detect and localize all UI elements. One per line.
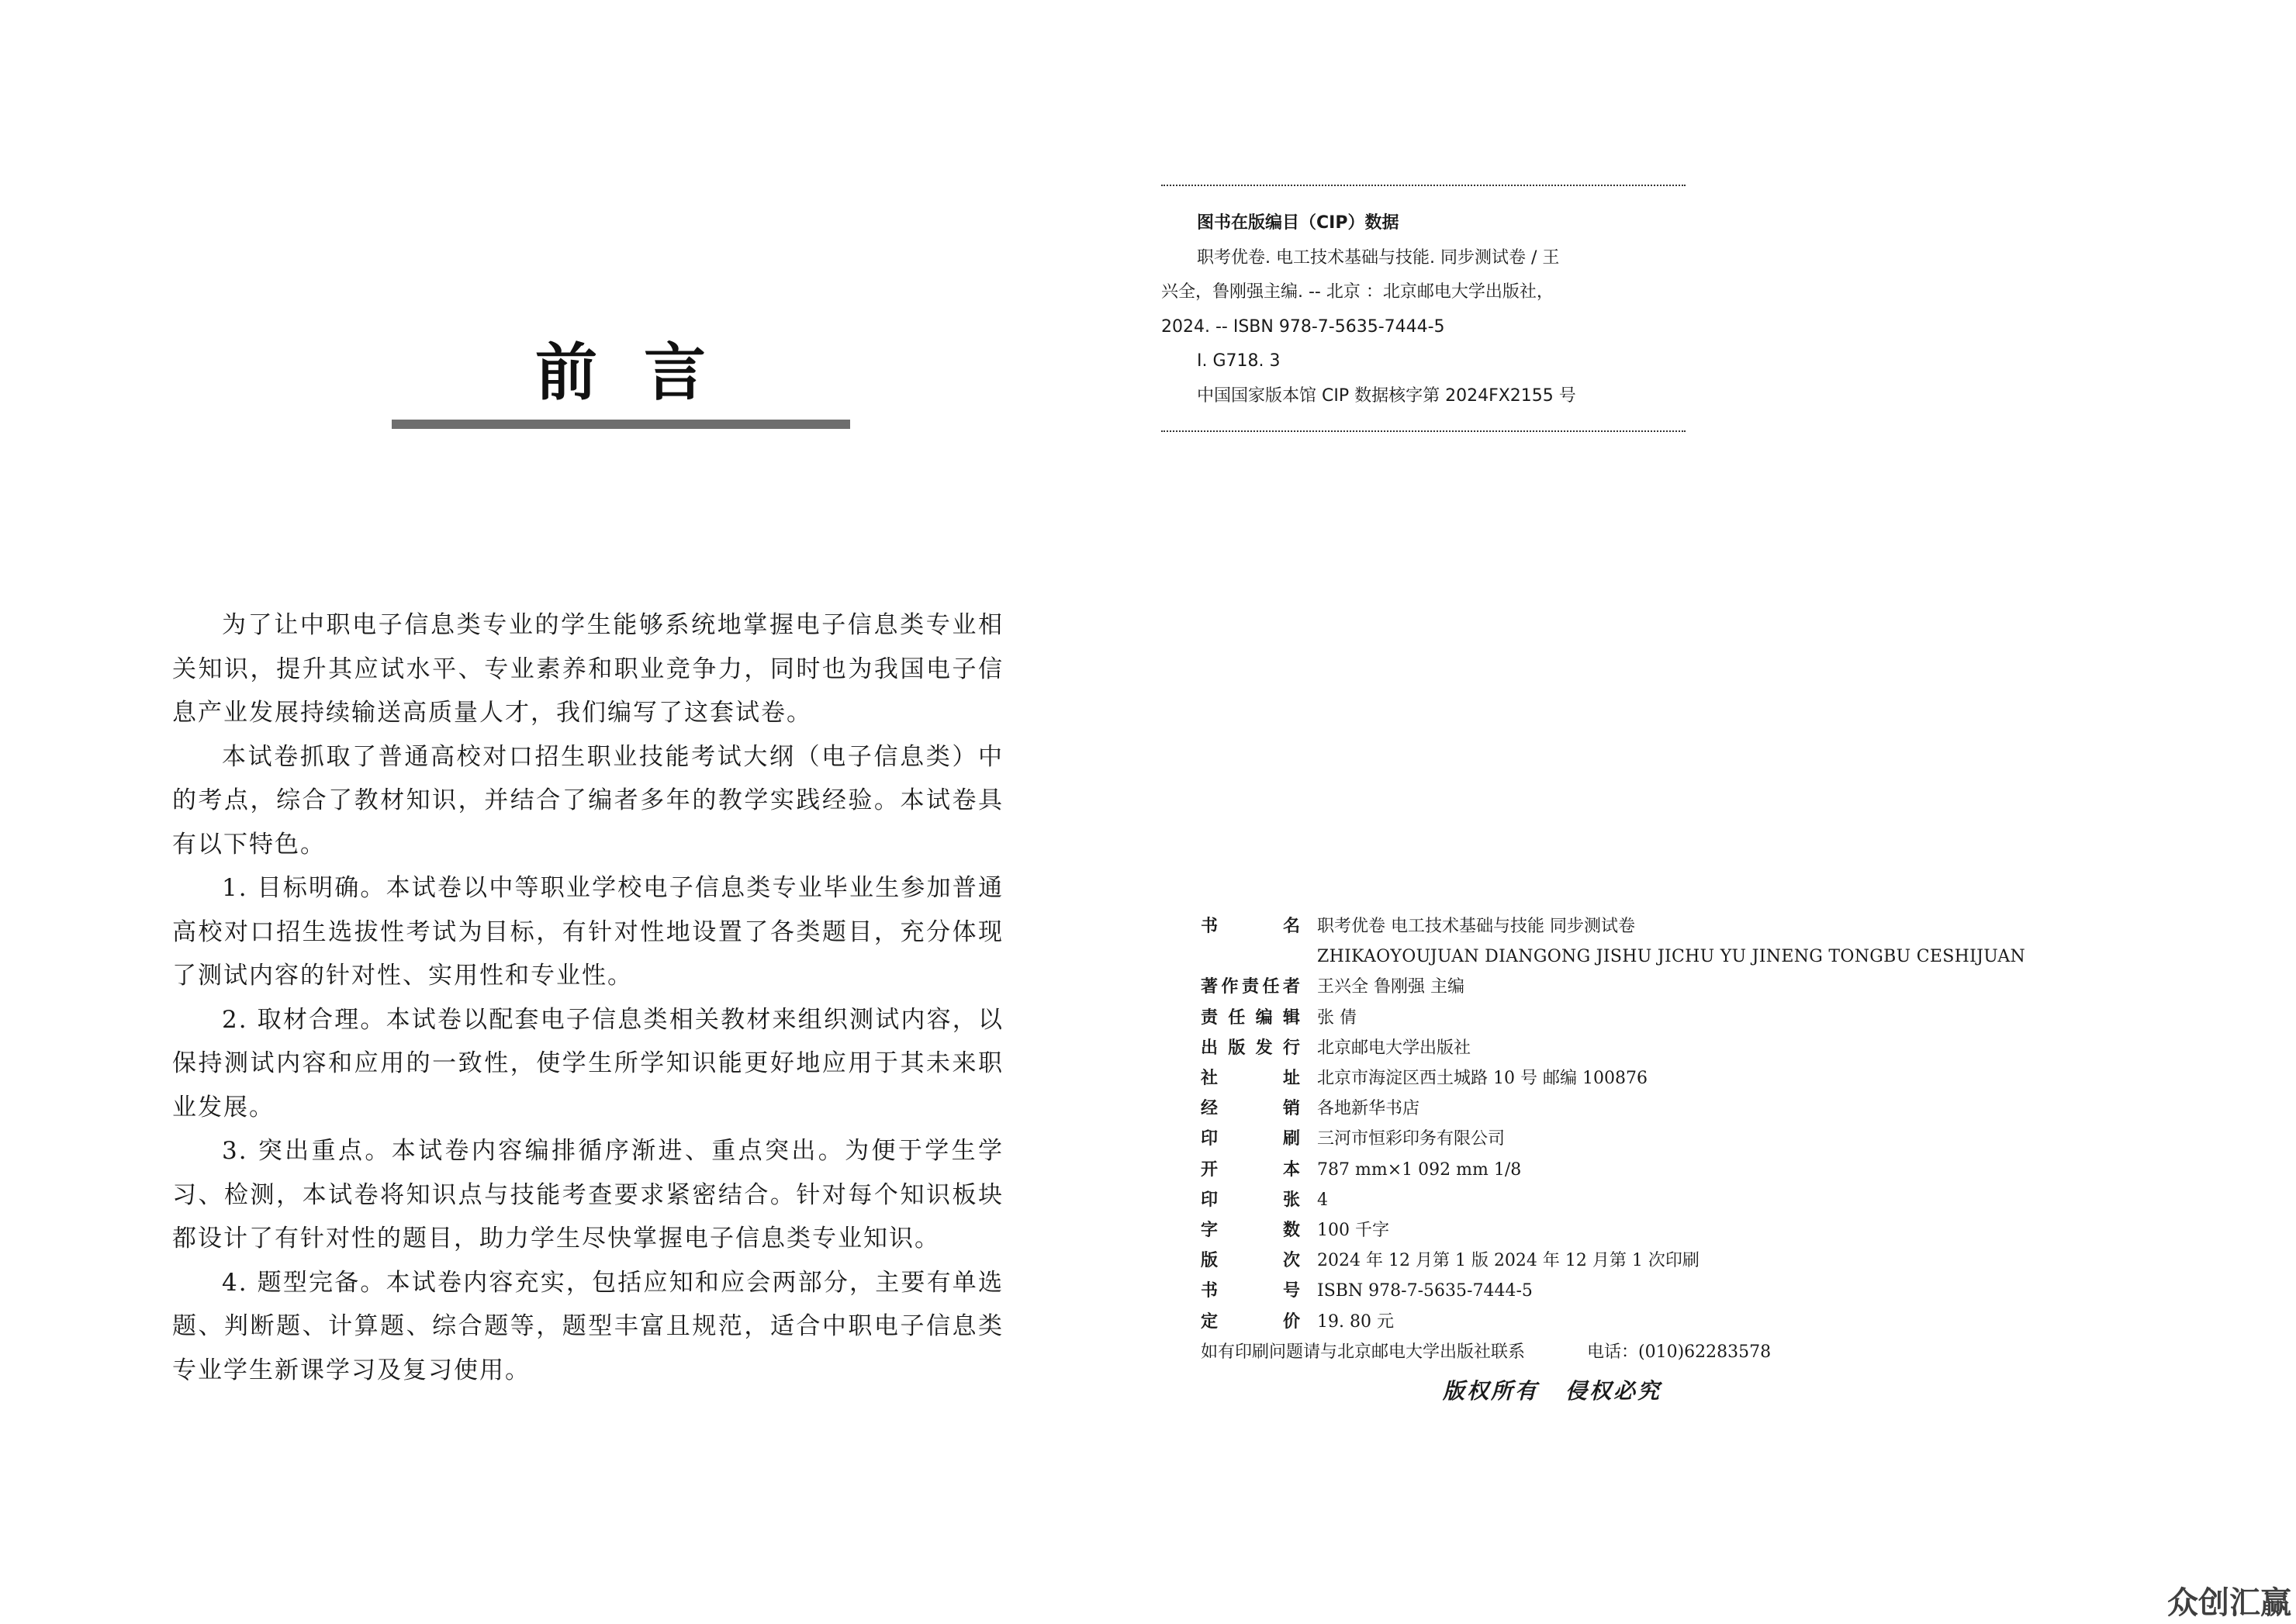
colophon-value: 职考优卷 电工技术基础与技能 同步测试卷 xyxy=(1317,917,1635,936)
preface-paragraph: 2. 取材合理。本试卷以配套电子信息类相关教材来组织测试内容，以保持测试内容和应用的一致性，使学生所学知识能更好地应用于其未来职业发展。 xyxy=(172,1005,1004,1121)
colophon-label-char: 编 xyxy=(1255,1007,1273,1028)
colophon-row xyxy=(1201,942,2054,972)
colophon-row xyxy=(1201,1246,2054,1276)
cip-classification: Ⅰ. G718. 3 xyxy=(1197,351,1281,371)
colophon-label xyxy=(1201,1033,1300,1063)
preface-paragraph: 1. 目标明确。本试卷以中等职业学校电子信息类专业毕业生参加普通高校对口招生选拔性考试为目标，有针对性地设置了各类题目，充分体现了测试内容的针对性、实用性和专业性。 xyxy=(172,874,1004,990)
colophon-label-char: 辑 xyxy=(1282,1007,1300,1028)
colophon-label xyxy=(1201,1307,1300,1337)
title-underline-bar xyxy=(392,420,850,429)
colophon-label xyxy=(1201,942,1300,972)
colophon-label-char: 书 xyxy=(1201,917,1219,936)
colophon-label-char: 作 xyxy=(1221,977,1239,997)
preface-paragraph: 为了让中职电子信息类专业的学生能够系统地掌握电子信息类专业相关知识，提升其应试水平、专业素养和职业竞争力，同时也为我国电子信息产业发展持续输送高质量人才，我们编写了这套试卷。 xyxy=(172,611,1004,727)
colophon-label-char: 号 xyxy=(1282,1281,1300,1301)
colophon-label-char: 印 xyxy=(1201,1129,1219,1149)
colophon-label-char: 任 xyxy=(1228,1007,1246,1028)
colophon-label-char: 任 xyxy=(1262,977,1280,997)
colophon-value: 100 千字 xyxy=(1317,1221,1389,1241)
colophon-label xyxy=(1201,1124,1300,1154)
colophon-label-char: 出 xyxy=(1201,1038,1219,1058)
colophon-label-char: 次 xyxy=(1282,1251,1300,1271)
colophon-row xyxy=(1201,1094,2054,1124)
colophon-row xyxy=(1201,1215,2054,1246)
colophon-label-char: 责 xyxy=(1201,1007,1219,1028)
colophon-label-char: 址 xyxy=(1282,1069,1300,1089)
colophon-label-char: 社 xyxy=(1201,1069,1219,1089)
colophon-value: 787 mm×1 092 mm 1/8 xyxy=(1317,1159,1522,1180)
colophon-label xyxy=(1201,1215,1300,1246)
colophon-label xyxy=(1201,1003,1300,1033)
colophon-label-char: 价 xyxy=(1282,1311,1300,1332)
rights-reserved: 版权所有 xyxy=(1443,1378,1540,1404)
cip-line: 兴全，鲁刚强主编. -- 北京 ：北京邮电大学出版社， xyxy=(1161,282,1554,302)
colophon-value: 张 倩 xyxy=(1317,1007,1357,1028)
colophon-label-char: 本 xyxy=(1282,1159,1300,1180)
watermark: 众创汇赢 xyxy=(2167,1585,2291,1621)
colophon xyxy=(1201,911,2054,1367)
contact-text: 如有印刷问题请与北京邮电大学出版社联系 xyxy=(1201,1342,1526,1362)
colophon-label-char: 字 xyxy=(1201,1221,1219,1241)
colophon-row xyxy=(1201,1003,2054,1033)
colophon-label-char: 开 xyxy=(1201,1159,1219,1180)
preface-paragraph: 4. 题型完备。本试卷内容充实，包括应知和应会两部分，主要有单选题、判断题、计算题、综合题等，题型丰富且规范，适合中职电子信息类专业学生新课学习及复习使用。 xyxy=(172,1268,1004,1384)
colophon-label xyxy=(1201,911,1300,942)
preface-title: 前言 xyxy=(535,336,752,409)
colophon-row xyxy=(1201,1276,2054,1306)
colophon-value: 2024 年 12 月第 1 版 2024 年 12 月第 1 次印刷 xyxy=(1317,1251,1700,1271)
colophon-label xyxy=(1201,1246,1300,1276)
contact-line xyxy=(1201,1337,2054,1367)
cip-line: 职考优卷. 电工技术基础与技能. 同步测试卷 / 王 xyxy=(1197,247,1560,268)
colophon-value: ZHIKAOYOUJUAN DIANGONG JISHU JICHU YU JINENG TONGBU CESHIJUAN xyxy=(1317,947,2026,967)
colophon-value: 王兴全 鲁刚强 主编 xyxy=(1317,977,1464,997)
colophon-row xyxy=(1201,1033,2054,1063)
colophon-label xyxy=(1201,1063,1300,1094)
colophon-label-char: 名 xyxy=(1282,917,1300,936)
preface-paragraph: 3. 突出重点。本试卷内容编排循序渐进、重点突出。为便于学生学习、检测，本试卷将知识点与技能考查要求紧密结合。针对每个知识板块都设计了有针对性的题目，助力学生尽快掌握电子信息类专业知识。 xyxy=(172,1137,1004,1253)
copyright-notice xyxy=(1443,1374,1661,1405)
colophon-value: 各地新华书店 xyxy=(1317,1099,1420,1119)
colophon-label-char: 责 xyxy=(1241,977,1259,997)
colophon-label-char: 版 xyxy=(1201,1251,1219,1271)
colophon-value: 北京邮电大学出版社 xyxy=(1317,1038,1471,1058)
colophon-row xyxy=(1201,1155,2054,1185)
piracy-warning: 侵权必究 xyxy=(1565,1378,1662,1404)
colophon-label-char: 销 xyxy=(1282,1099,1300,1119)
colophon-label-char: 著 xyxy=(1201,977,1219,997)
cip-data-block xyxy=(1161,185,1686,432)
colophon-label-char: 数 xyxy=(1282,1221,1300,1241)
colophon-label-char: 发 xyxy=(1255,1038,1273,1058)
colophon-label-char: 者 xyxy=(1282,977,1300,997)
colophon-row xyxy=(1201,1063,2054,1094)
cip-heading: 图书在版编目（CIP）数据 xyxy=(1197,213,1399,233)
colophon-value: ISBN 978-7-5635-7444-5 xyxy=(1317,1281,1533,1301)
cip-verification: 中国国家版本馆 CIP 数据核字第 2024FX2155 号 xyxy=(1197,385,1576,406)
preface-body xyxy=(172,603,1004,1392)
cip-line: 2024. -- ISBN 978-7-5635-7444-5 xyxy=(1161,316,1445,337)
colophon-row xyxy=(1201,1307,2054,1337)
colophon-value: 北京市海淀区西土城路 10 号 邮编 100876 xyxy=(1317,1069,1648,1089)
colophon-row xyxy=(1201,1124,2054,1154)
colophon-label-char: 刷 xyxy=(1282,1129,1300,1149)
colophon-label-char: 行 xyxy=(1282,1038,1300,1058)
colophon-label xyxy=(1201,1185,1300,1215)
colophon-label-char: 定 xyxy=(1201,1311,1219,1332)
colophon-label-char: 印 xyxy=(1201,1190,1219,1210)
colophon-value: 19. 80 元 xyxy=(1317,1311,1394,1332)
colophon-row xyxy=(1201,911,2054,942)
colophon-value: 三河市恒彩印务有限公司 xyxy=(1317,1129,1506,1149)
colophon-label xyxy=(1201,972,1300,1002)
preface-paragraph: 本试卷抓取了普通高校对口招生职业技能考试大纲（电子信息类）中的考点，综合了教材知识，并结合了编者多年的教学实践经验。本试卷具有以下特色。 xyxy=(172,742,1004,859)
colophon-label-char: 张 xyxy=(1282,1190,1300,1210)
colophon-row xyxy=(1201,972,2054,1002)
colophon-label-char: 书 xyxy=(1201,1281,1219,1301)
colophon-label-char: 版 xyxy=(1228,1038,1246,1058)
colophon-label xyxy=(1201,1155,1300,1185)
colophon-value: 4 xyxy=(1317,1190,1328,1210)
contact-phone: 电话：(010)62283578 xyxy=(1587,1342,1772,1362)
colophon-label xyxy=(1201,1276,1300,1306)
colophon-row xyxy=(1201,1185,2054,1215)
cip-bottom-dotted-rule xyxy=(1161,430,1686,432)
colophon-label xyxy=(1201,1094,1300,1124)
colophon-label-char: 经 xyxy=(1201,1099,1219,1119)
